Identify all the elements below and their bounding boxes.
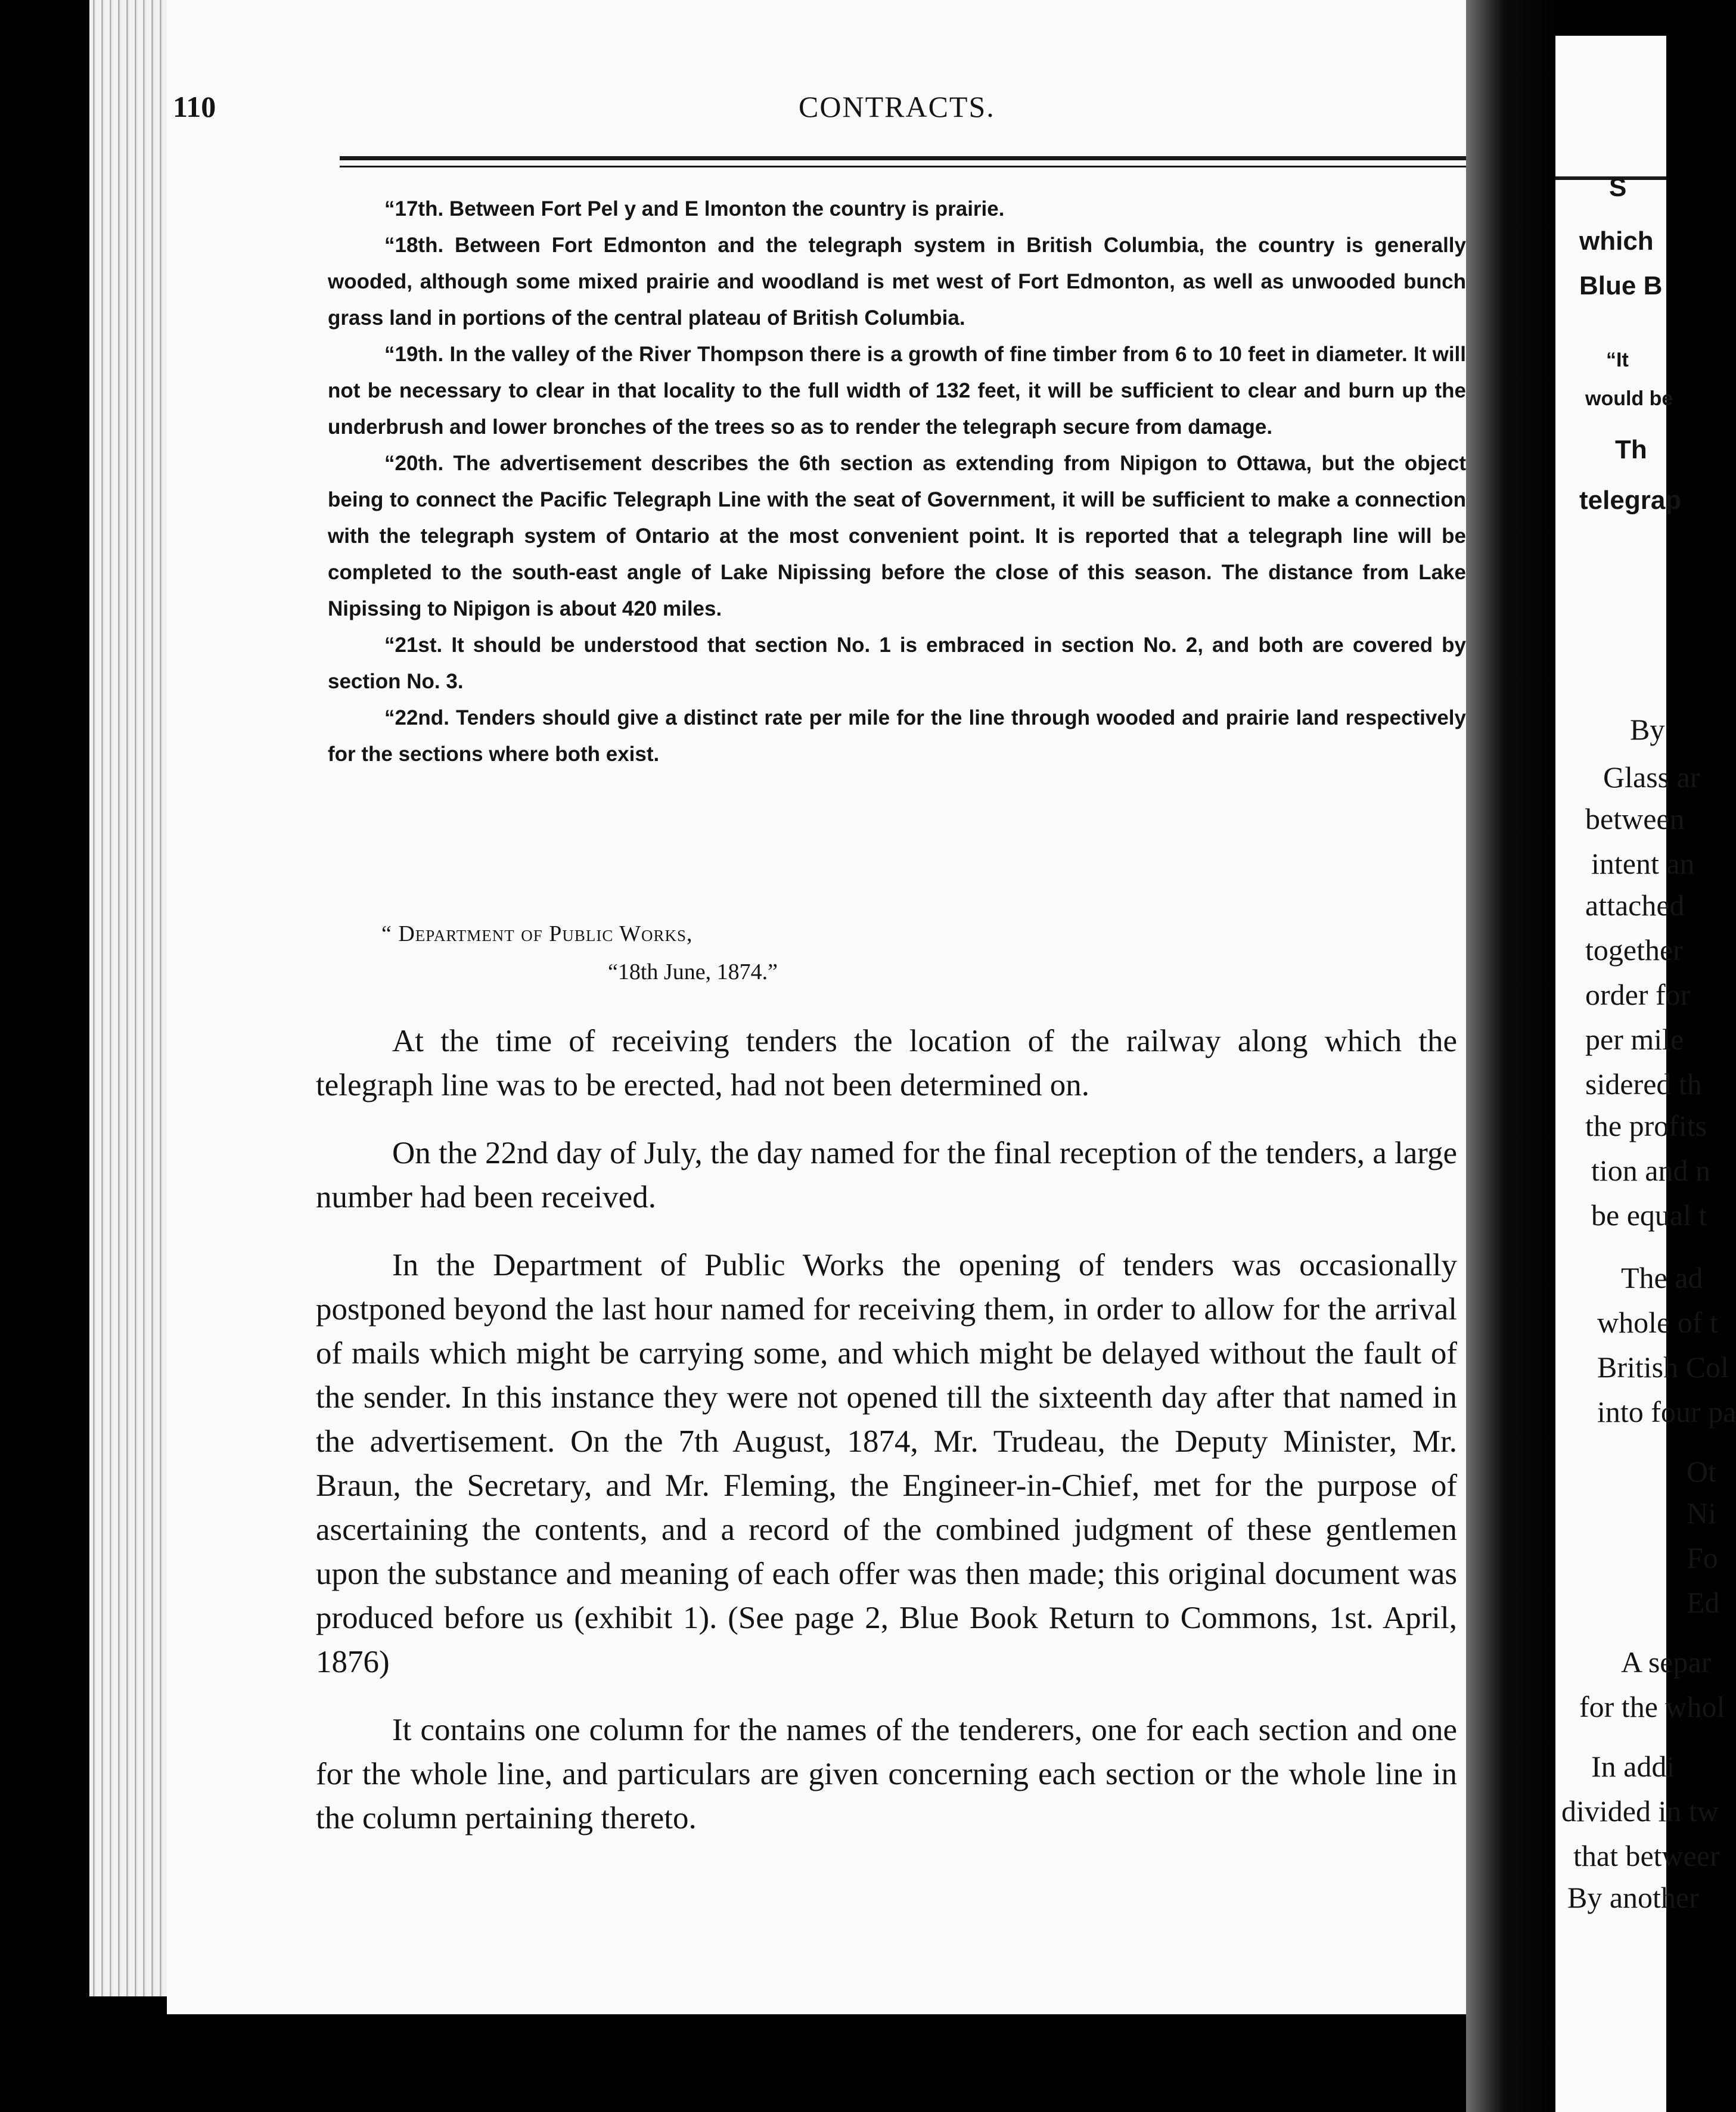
right-page-text-fragment: divided in tw [1561, 1794, 1719, 1828]
right-page-text-fragment: together [1585, 933, 1683, 967]
spec-paragraph-22nd: “22nd. Tenders should give a distinct rate per mile for the line through wooded and prairie land respectively for the sections where both exist. [328, 706, 1466, 766]
right-page-text-fragment: “It [1606, 349, 1629, 371]
spec-paragraph-17th: “17th. Between Fort Pel y and E lmonton the country is prairie. [384, 197, 1005, 220]
right-page-text-fragment: would be [1585, 387, 1673, 410]
right-page-text-fragment: for the whol [1579, 1690, 1725, 1723]
right-page-text-fragment: British Col [1597, 1350, 1729, 1384]
right-page-text-fragment: telegrap [1579, 486, 1682, 515]
body-paragraph: At the time of receiving tenders the location of the railway along which the telegraph line was to be erected, had not been determined on. [316, 1024, 1457, 1102]
header-rule-thick [340, 156, 1466, 160]
book-gutter [1466, 0, 1561, 2112]
right-page-text-fragment: Th [1615, 435, 1647, 464]
right-page-text-fragment: per mile [1585, 1023, 1684, 1056]
right-page-text-fragment: that betweer [1573, 1839, 1720, 1872]
right-page-text-fragment: Ot [1687, 1455, 1716, 1488]
right-page-text-fragment: Ed [1687, 1586, 1720, 1619]
right-page-text-fragment: between [1585, 802, 1685, 836]
body-text [316, 1019, 1457, 1840]
right-page-text-fragment: Fo [1687, 1541, 1718, 1574]
right-page-text-fragment: Blue B [1579, 271, 1663, 300]
right-page-text-fragment: In addi [1591, 1750, 1675, 1783]
right-page-text-fragment: By [1630, 713, 1665, 746]
right-page-text-fragment: the profits [1585, 1109, 1707, 1142]
spec-paragraph-18th: “18th. Between Fort Edmonton and the telegraph system in British Columbia, the country is generally wooded, although some mixed prairie and woodland is met west of Fort Edmonton, as well as unwooded bunch grass land in portions of the central plateau of British Columbia. [328, 234, 1466, 330]
right-page-text-fragment: tion and n [1591, 1154, 1710, 1187]
body-paragraph: In the Department of Public Works the opening of tenders was occasionally postponed beyond the last hour named for receiving them, in order to allow for the arrival of mails which might be carrying some, and which might be delayed without the fault of the sender. In this instance they were not opened till the sixteenth day after that named in the advertisement. On the 7th August, 1874, Mr. Trudeau, the Deputy Minister, Mr. Braun, the Secretary, and Mr. Fleming, the Engineer-in-Chief, met for the purpose of ascertaining the contents, and a record of the combined judgment of these gentlemen upon the substance and meaning of each offer was then made; this original document was produced before us (exhibit 1). (See page 2, Blue Book Return to Commons, 1st. April, 1876) [316, 1248, 1457, 1679]
right-page-text-fragment: intent an [1591, 847, 1695, 880]
right-page-text-fragment: be equal t [1591, 1198, 1707, 1232]
right-page-text-fragment: Ni [1687, 1496, 1716, 1530]
spec-paragraph-20th: “20th. The advertisement describes the 6th section as extending from Nipigon to Ottawa, but the object being to connect the Pacific Telegraph Line with the seat of Government, it will be sufficient to make a connection with the telegraph system of Ontario at the most convenient point. It is reported that a telegraph line will be completed to the south-east angle of Lake Nipissing before the close of this season. The distance from Lake Nipissing to Nipigon is about 420 miles. [328, 452, 1466, 620]
right-page-text-fragment: sidered th [1585, 1067, 1702, 1101]
spec-paragraph-21st: “21st. It should be understood that section No. 1 is embraced in section No. 2, and both are covered by section No. 3. [328, 633, 1466, 693]
right-page-text-fragment: S [1609, 173, 1627, 202]
signature-department: “ Department of Public Works, [381, 921, 693, 946]
signature-block [381, 915, 778, 991]
right-page-text-fragment: whole of t [1597, 1306, 1718, 1339]
header-rule-thin [340, 166, 1466, 167]
quoted-specification [328, 191, 1466, 772]
right-page-text-fragment: attached [1585, 889, 1685, 922]
spec-paragraph-19th: “19th. In the valley of the River Thompson there is a growth of fine timber from 6 to 10 feet in diameter. It will not be necessary to clear in that locality to the full width of 132 feet, it will be sufficient to clear and burn up the underbrush and lower bronches of the trees so as to render the telegraph secure from damage. [328, 343, 1466, 439]
right-page-text-fragment: The ad [1621, 1261, 1703, 1294]
right-page-fragment [1555, 36, 1736, 2112]
right-page-text-fragment: By another [1567, 1881, 1699, 1914]
page-number: 110 [173, 90, 216, 123]
signature-date: “18th June, 1874.” [608, 959, 778, 984]
running-head: CONTRACTS. [799, 90, 995, 123]
body-paragraph: It contains one column for the names of the tenderers, one for each section and one for the whole line, and particulars are given concerning each section or the whole line in the column pertaining thereto. [316, 1713, 1457, 1835]
right-page-text-fragment: into four pa [1597, 1395, 1736, 1428]
body-paragraph: On the 22nd day of July, the day named for the final reception of the tenders, a large number had been received. [316, 1136, 1457, 1215]
right-page-text-fragment: A separ [1621, 1645, 1712, 1679]
page-edge-stack [89, 0, 167, 1996]
right-page-text-fragment: Glass ar [1603, 760, 1700, 794]
right-page-text-fragment: order for [1585, 978, 1691, 1011]
right-page-text-fragment: which [1579, 226, 1654, 256]
